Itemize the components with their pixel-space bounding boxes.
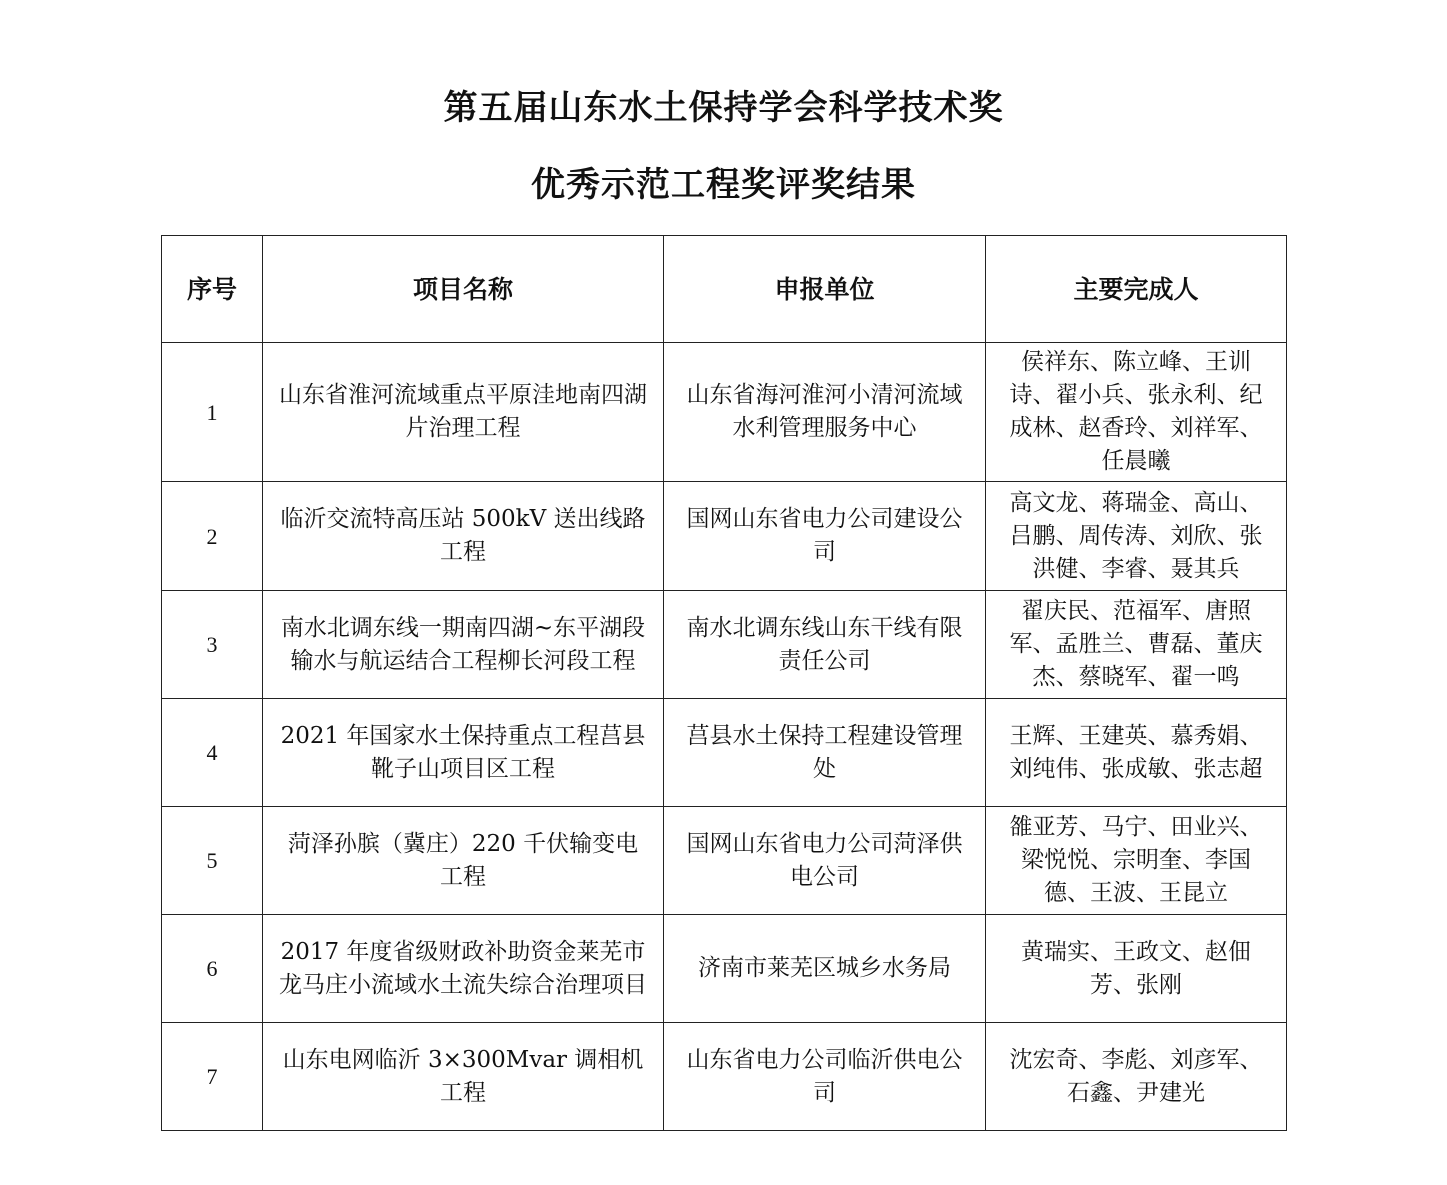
row-unit: 国网山东省电力公司菏泽供电公司 xyxy=(664,807,986,915)
header-unit: 申报单位 xyxy=(664,236,986,343)
row-no: 1 xyxy=(162,343,263,482)
row-project: 南水北调东线一期南四湖~东平湖段输水与航运结合工程柳长河段工程 xyxy=(263,591,664,699)
row-project: 菏泽孙膑（冀庄）220 千伏输变电工程 xyxy=(263,807,664,915)
table-header-row xyxy=(162,236,1287,343)
row-people: 侯祥东、陈立峰、王训诗、翟小兵、张永利、纪成林、赵香玲、刘祥军、任晨曦 xyxy=(986,343,1287,482)
row-people: 翟庆民、范福军、唐照军、孟胜兰、曹磊、董庆杰、蔡晓军、翟一鸣 xyxy=(986,591,1287,699)
table-row xyxy=(162,807,1287,915)
page-subtitle: 优秀示范工程奖评奖结果 xyxy=(531,165,916,205)
header-project: 项目名称 xyxy=(263,236,664,343)
row-unit: 济南市莱芜区城乡水务局 xyxy=(664,915,986,1023)
header-no: 序号 xyxy=(162,236,263,343)
row-no: 2 xyxy=(162,482,263,591)
table-row xyxy=(162,482,1287,591)
table-row xyxy=(162,699,1287,807)
table-row xyxy=(162,915,1287,1023)
row-unit: 南水北调东线山东干线有限责任公司 xyxy=(664,591,986,699)
table-row xyxy=(162,591,1287,699)
row-people: 黄瑞实、王政文、赵佃芳、张刚 xyxy=(986,915,1287,1023)
row-project: 山东省淮河流域重点平原洼地南四湖片治理工程 xyxy=(263,343,664,482)
row-people: 雒亚芳、马宁、田业兴、梁悦悦、宗明奎、李国德、王波、王昆立 xyxy=(986,807,1287,915)
table-row xyxy=(162,1023,1287,1131)
row-no: 6 xyxy=(162,915,263,1023)
row-no: 4 xyxy=(162,699,263,807)
row-no: 3 xyxy=(162,591,263,699)
row-people: 王辉、王建英、慕秀娟、刘纯伟、张成敏、张志超 xyxy=(986,699,1287,807)
page-title: 第五届山东水土保持学会科学技术奖 xyxy=(443,88,1004,128)
results-table xyxy=(161,235,1287,1131)
row-unit: 山东省海河淮河小清河流域水利管理服务中心 xyxy=(664,343,986,482)
row-project: 山东电网临沂 3×300Mvar 调相机工程 xyxy=(263,1023,664,1131)
row-unit: 莒县水土保持工程建设管理处 xyxy=(664,699,986,807)
row-project: 2021 年国家水土保持重点工程莒县靴子山项目区工程 xyxy=(263,699,664,807)
row-people: 高文龙、蒋瑞金、高山、吕鹏、周传涛、刘欣、张洪健、李睿、聂其兵 xyxy=(986,482,1287,591)
row-project: 临沂交流特高压站 500kV 送出线路工程 xyxy=(263,482,664,591)
row-people: 沈宏奇、李彪、刘彦军、石鑫、尹建光 xyxy=(986,1023,1287,1131)
row-unit: 国网山东省电力公司建设公司 xyxy=(664,482,986,591)
header-people: 主要完成人 xyxy=(986,236,1287,343)
row-unit: 山东省电力公司临沂供电公司 xyxy=(664,1023,986,1131)
row-no: 7 xyxy=(162,1023,263,1131)
row-project: 2017 年度省级财政补助资金莱芜市龙马庄小流域水土流失综合治理项目 xyxy=(263,915,664,1023)
table-row xyxy=(162,343,1287,482)
row-no: 5 xyxy=(162,807,263,915)
